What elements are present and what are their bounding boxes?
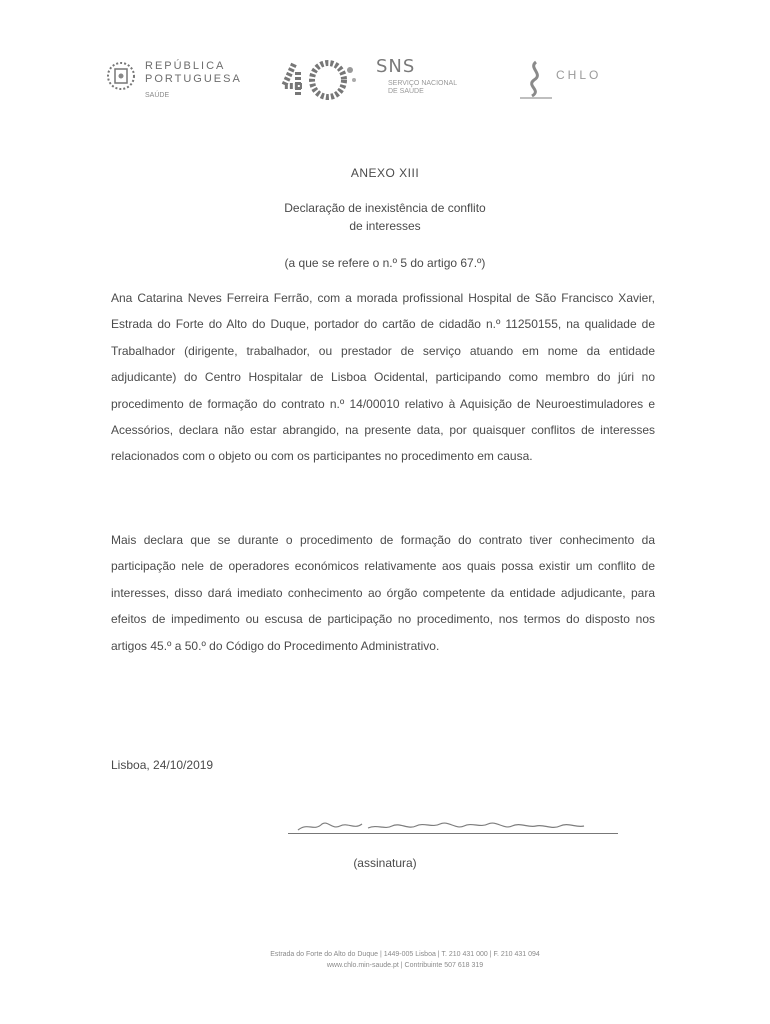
place-date: Lisboa, 24/10/2019 — [111, 758, 214, 772]
hospital-logo — [518, 58, 648, 102]
signature-line — [288, 833, 618, 834]
hospital-text: CHLO — [556, 68, 602, 82]
additional-declaration-paragraph: Mais declara que se durante o procedimento de formação do contrato tiver conhecimento da participação nele de operadores económicos relativamente aos quais possa existir um conflito de interesses, disso dará imediato conhecimento ao órgão competente da entidade adjudicante, para efeitos de impedimento ou escusa de participação no procedimento, nos termos do disposto nos artigos 45.º a 50.º do Código do Procedimento Administrativo. — [111, 533, 655, 653]
declaration-paragraph: Ana Catarina Neves Ferreira Ferrão, com a morada profissional Hospital de São Francisco Xavier, Estrada do Forte do Alto do Duque, portador do cartão de cidadão n.º 11250155, na qualidade de Trabalhador (dirigente, trabalhador, ou prestador de serviço atuando em nome da entidade adjudicante) do Centro Hospitalar de Lisboa Ocidental, participando como membro do júri no procedimento de formação do contrato n.º 14/00010 relativo à Aquisição de Neuroestimuladores e Acessórios, declara não estar abrangido, na presente data, por quaisquer conflitos de interesses relacionados com o objeto ou com os participantes no procedimento em causa. — [111, 291, 655, 464]
signature-area — [288, 808, 618, 838]
republic-logo — [105, 58, 245, 106]
hospital-emblem-icon — [518, 58, 554, 102]
republic-text: REPÚBLICA PORTUGUESA — [145, 60, 242, 85]
coat-of-arms-icon — [105, 60, 137, 92]
legal-reference: (a que se refere o n.º 5 do artigo 67.º) — [284, 256, 486, 270]
sns-40-logo — [280, 56, 360, 102]
title-line-2: de interesses — [349, 219, 421, 233]
title-line-1: Declaração de inexistência de conflito — [284, 201, 486, 215]
annex-heading: ANEXO XIII — [350, 166, 420, 180]
sns-logo — [372, 56, 462, 102]
sns-text: SNS — [376, 56, 416, 77]
republic-subtext: SAÚDE — [145, 92, 170, 99]
sns-subtext: SERVIÇO NACIONAL DE SAÚDE — [388, 80, 458, 95]
sns-40-anniversary-icon — [280, 56, 360, 102]
signature-label: (assinatura) — [353, 856, 417, 870]
footer-address: Estrada do Forte do Alto do Duque | 1449-005 Lisboa | T. 210 431 000 | F. 210 431 094 — [270, 951, 540, 958]
footer-website: www.chlo.min-saude.pt | Contribuinte 507 618 319 — [326, 962, 484, 969]
